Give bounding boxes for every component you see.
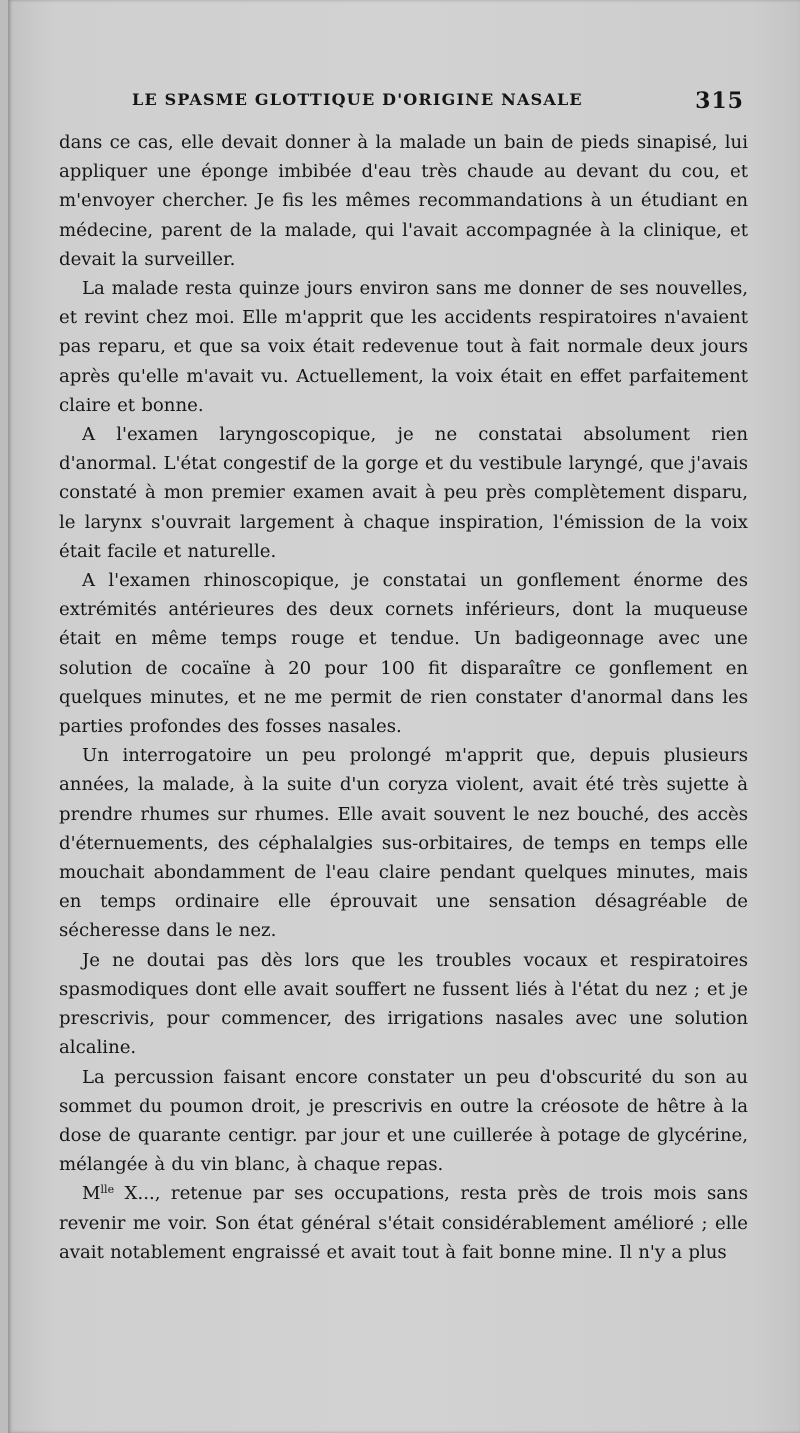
- paragraph: La malade resta quinze jours environ sans me donner de ses nouvelles, et revint chez moi. Elle m'apprit que les accidents respiratoires n'avaient pas reparu, et que sa voix était redevenue tout à fait normale deux jours après qu'elle m'avait vu. Actuellement, la voix était en effet parfaitement claire et bonne.: [59, 278, 748, 416]
- paragraph: Un interrogatoire un peu prolongé m'apprit que, depuis plusieurs années, la malade, à la suite d'un coryza violent, avait été très sujette à prendre rhumes sur rhumes. Elle avait souvent le nez bouché, des accès d'éternuements, des céphalalgies sus-orbitaires, de temps en temps elle mouchait abondamment de l'eau claire pendant quelques minutes, mais en temps ordinaire elle éprouvait une sensation désagréable de sécheresse dans le nez.: [59, 745, 748, 942]
- book-page: [8, 0, 800, 1433]
- honorific: M: [82, 1183, 101, 1205]
- running-title: LE SPASME GLOTTIQUE D'ORIGINE NASALE: [132, 90, 583, 109]
- paragraph: dans ce cas, elle devait donner à la malade un bain de pieds sinapisé, lui appliquer une éponge imbibée d'eau très chaude au devant du cou, et m'envoyer chercher. Je fis les mêmes recommandations à un étudiant en médecine, parent de la malade, qui l'avait accompagnée à la clinique, et devait la surveiller.: [59, 132, 748, 270]
- paragraph: La percussion faisant encore constater un peu d'obscurité du son au sommet du poumon droit, je prescrivis en outre la créosote de hêtre à la dose de quarante centigr. par jour et une cuillerée à potage de glycérine, mélangée à du vin blanc, à chaque repas.: [59, 1066, 748, 1176]
- paragraph-text: X..., retenue par ses occupations, resta près de trois mois sans revenir me voir. Son état général s'était considérablement amélioré ; elle avait notablement engraissé et avait tout à fait bonne mine. Il n'y a plus: [59, 1183, 748, 1263]
- paragraph: Je ne doutai pas dès lors que les troubles vocaux et respiratoires spasmodiques dont elle avait souffert ne fussent liés à l'état du nez ; et je prescrivis, pour commencer, des irrigations nasales avec une solution alcaline.: [59, 949, 748, 1059]
- page-header: [132, 88, 744, 118]
- body-text: [59, 128, 748, 1267]
- page-number: 315: [695, 88, 744, 114]
- paragraph: A l'examen laryngoscopique, je ne constatai absolument rien d'anormal. L'état congestif de la gorge et du vestibule laryngé, que j'avais constaté à mon premier examen avait à peu près complètement disparu, le larynx s'ouvrait largement à chaque inspiration, l'émission de la voix était facile et naturelle.: [59, 424, 748, 562]
- honorific-superscript: lle: [100, 1183, 115, 1197]
- paragraph: [59, 1179, 748, 1267]
- paragraph: A l'examen rhinoscopique, je constatai un gonflement énorme des extrémités antérieures des deux cornets inférieurs, dont la muqueuse était en même temps rouge et tendue. Un badigeonnage avec une solution de cocaïne à 20 pour 100 fit disparaître ce gonflement en quelques minutes, et ne me permit de rien constater d'anormal dans les parties profondes des fosses nasales.: [59, 570, 748, 738]
